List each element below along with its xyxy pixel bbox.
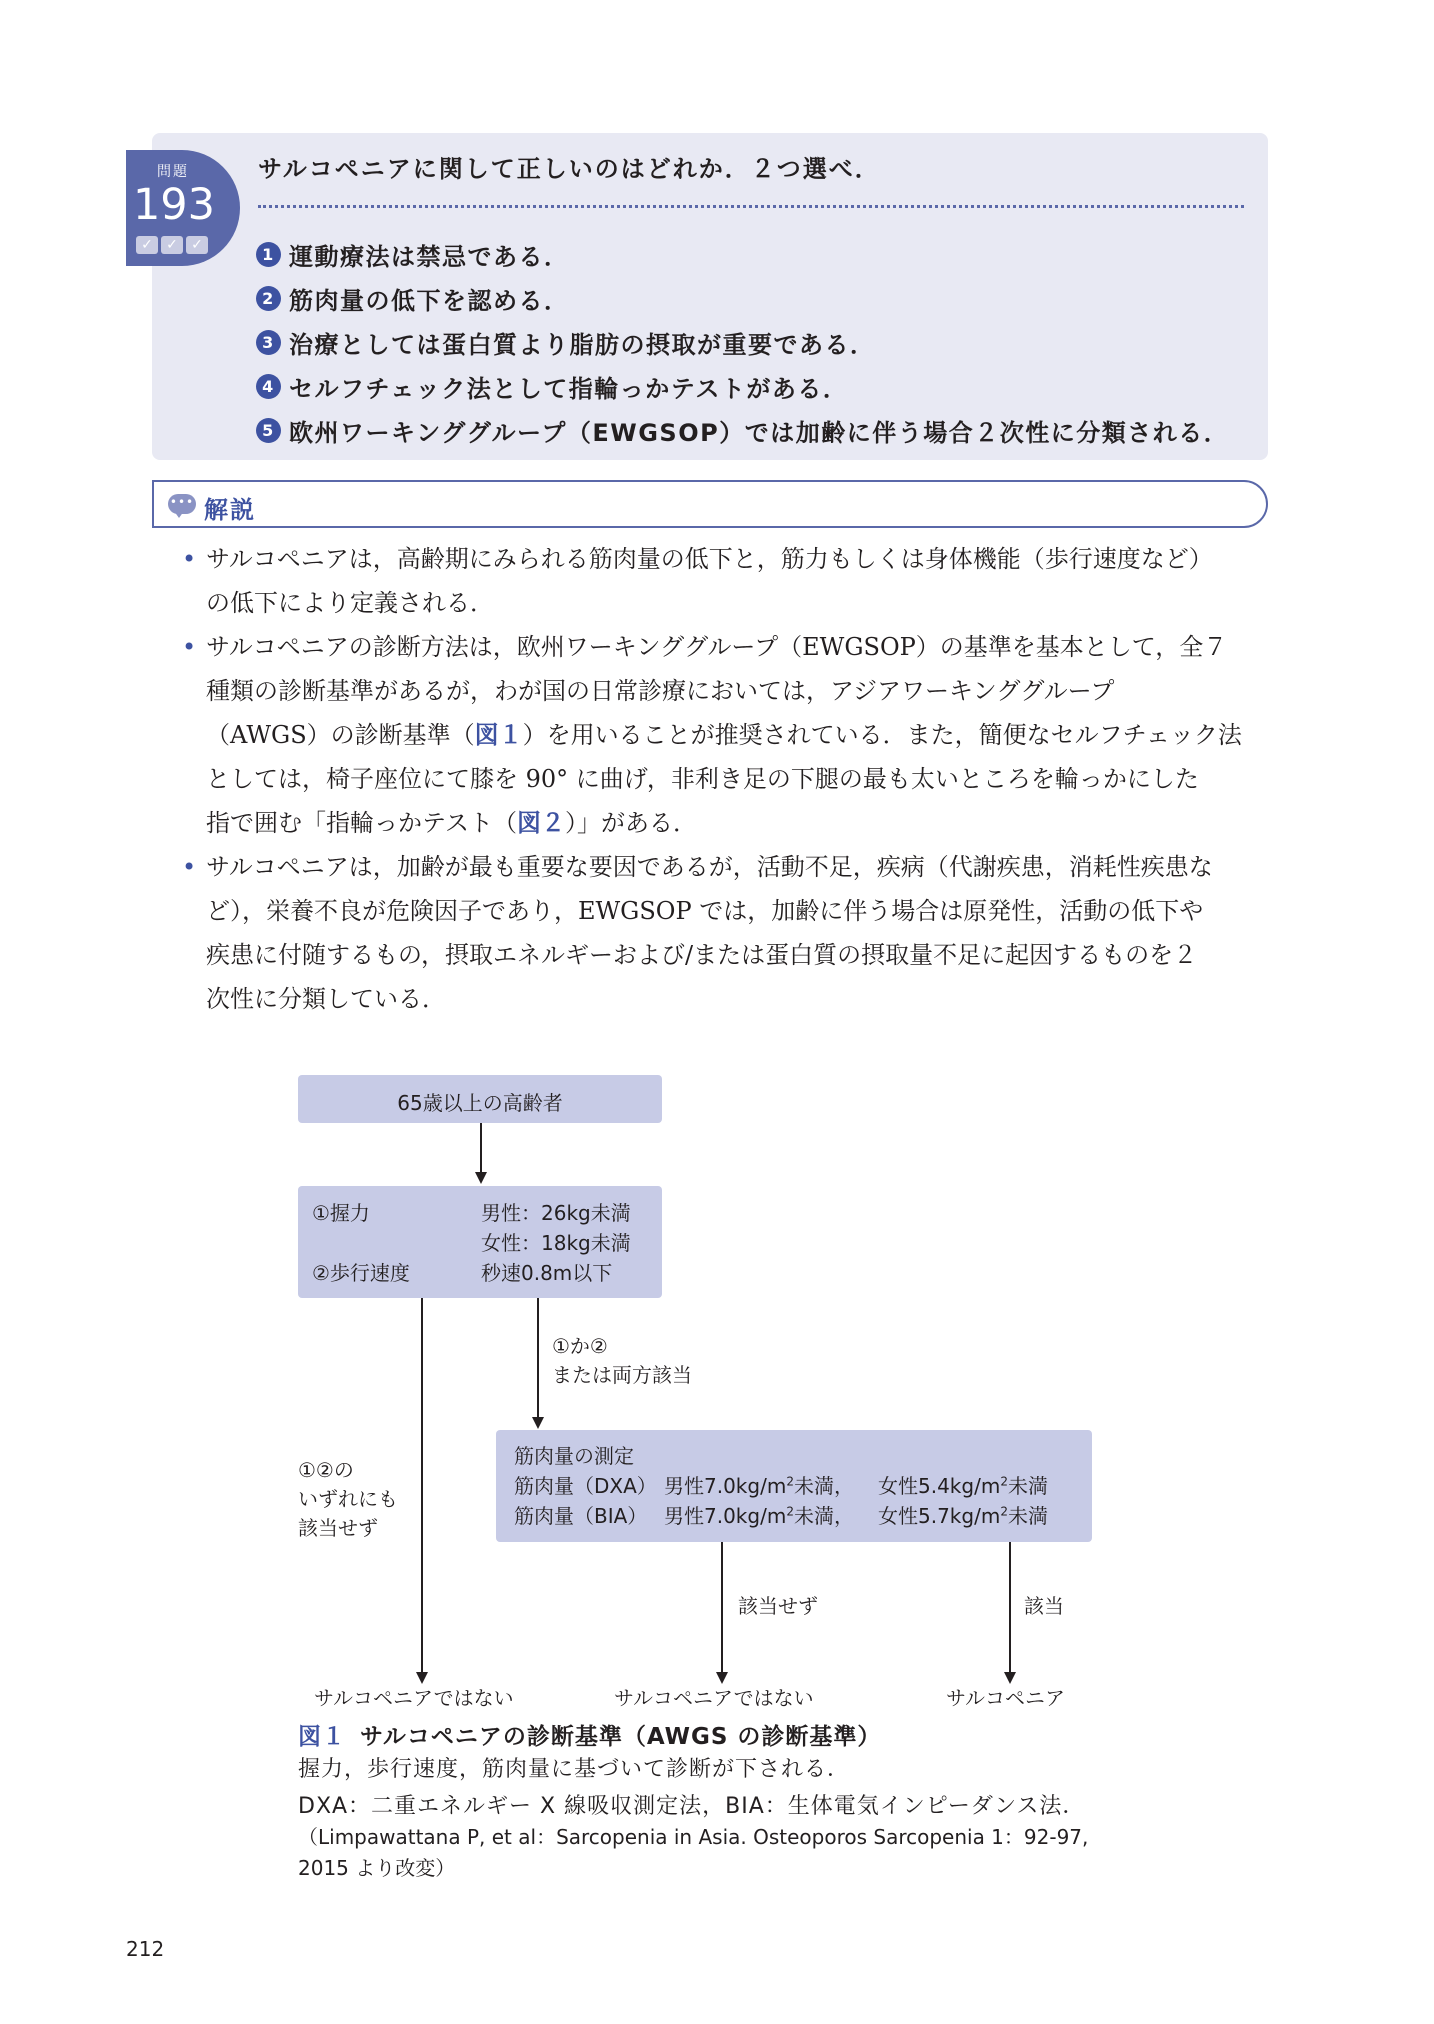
grip-female: 女性：18kg未満 — [481, 1231, 631, 1255]
arrow-head-icon — [532, 1417, 544, 1429]
arrow-line — [480, 1123, 482, 1173]
question-number: 193 — [132, 180, 216, 230]
flow-screening-box — [298, 1186, 662, 1298]
page-number: 212 — [126, 1937, 165, 1961]
text-line: ど），栄養不良が危険因子であり，EWGSOP では，加齢に伴う場合は原発性，活動の低下や — [206, 897, 1204, 925]
option-4[interactable] — [256, 364, 1229, 408]
flow-start-text: 65歳以上の高齢者 — [397, 1091, 563, 1115]
explanation-paragraph-1 — [178, 537, 1268, 625]
figure-title: サルコペニアの診断基準（AWGS の診断基準） — [360, 1724, 882, 1750]
text-line: 次性に分類している． — [206, 985, 446, 1013]
either-label-2: または両方該当 — [552, 1363, 692, 1387]
arrow-head-icon — [416, 1672, 428, 1684]
option-text: 治療としては蛋白質より脂肪の摂取が重要である． — [289, 330, 876, 359]
option-5[interactable] — [256, 408, 1229, 452]
result-not-sarcopenia-2: サルコペニアではない — [614, 1686, 814, 1710]
text-line: 疾患に付随するもの，摂取エネルギーおよび/または蛋白質の摂取量不足に起因するものを２ — [206, 941, 1198, 969]
option-number-icon: 3 — [256, 330, 281, 355]
dxa-label: 筋肉量（DXA） — [514, 1474, 657, 1498]
option-text: 筋肉量の低下を認める． — [289, 286, 570, 315]
bullet-icon: • — [182, 853, 197, 881]
text-line: 種類の診断基準があるが，わが国の日常診療においては，アジアワーキンググループ — [206, 677, 1115, 705]
explanation-heading: 解説 — [204, 496, 256, 524]
arrow-head-icon — [1004, 1672, 1016, 1684]
figure-1-link[interactable]: 図１ — [474, 721, 523, 749]
explanation-body — [178, 537, 1268, 1021]
option-text: 運動療法は禁忌である． — [289, 242, 570, 271]
text-line: サルコペニアは，加齢が最も重要な要因であるが，活動不足，疾病（代謝疾患，消耗性疾患な — [206, 853, 1213, 881]
review-checkboxes — [136, 236, 208, 254]
caption-line-1: 握力，歩行速度，筋肉量に基づいて診断が下される． — [298, 1757, 851, 1782]
dotted-divider — [258, 205, 1244, 208]
option-text: セルフチェック法として指輪っかテストがある． — [289, 374, 849, 403]
question-label: 問題 — [157, 164, 189, 180]
neither-label-3: 該当せず — [298, 1516, 378, 1540]
option-number-icon: 1 — [256, 242, 281, 267]
bullet-icon: • — [182, 545, 197, 573]
text-line: （AWGS）の診断基準（図１）を用いることが推奨されている．また，簡便なセルフチェック法 — [206, 721, 1242, 749]
dxa-female: 女性$5.4kg/m^2$未満 — [878, 1474, 1048, 1498]
not-applicable-label: 該当せず — [738, 1594, 818, 1618]
arrow-line — [421, 1298, 423, 1673]
result-not-sarcopenia-1: サルコペニアではない — [314, 1686, 514, 1710]
figure-number: 図１ — [298, 1724, 346, 1750]
speech-bubble-icon: ••• — [168, 494, 196, 514]
check-icon[interactable]: ✓ — [186, 236, 208, 254]
option-number-icon: 2 — [256, 286, 281, 311]
either-label-1: ①か② — [552, 1334, 608, 1358]
bia-label: 筋肉量（BIA） — [514, 1504, 648, 1528]
bullet-icon: • — [182, 633, 197, 661]
gait-label: ②歩行速度 — [312, 1261, 410, 1285]
arrow-line — [1009, 1542, 1011, 1673]
option-3[interactable] — [256, 320, 1229, 364]
grip-male: 男性：26kg未満 — [481, 1201, 631, 1225]
arrow-line — [537, 1298, 539, 1418]
bia-female: 女性$5.7kg/m^2$未満 — [878, 1504, 1048, 1528]
explanation-header — [152, 480, 1268, 528]
text-line: の低下により定義される． — [206, 589, 494, 617]
question-number-badge — [126, 150, 240, 266]
result-sarcopenia: サルコペニア — [946, 1686, 1065, 1710]
neither-label-1: ①②の — [298, 1458, 354, 1482]
option-1[interactable] — [256, 232, 1229, 276]
text-line: サルコペニアは，高齢期にみられる筋肉量の低下と，筋力もしくは身体機能（歩行速度など） — [206, 545, 1213, 573]
muscle-title: 筋肉量の測定 — [514, 1444, 634, 1468]
figure-2-link[interactable]: 図２ — [517, 809, 566, 837]
text-line: としては，椅子座位にて膝を 90° に曲げ，非利き足の下腿の最も太いところを輪っかにした — [206, 765, 1199, 793]
speech-bubble-tail — [174, 511, 184, 518]
applicable-label: 該当 — [1024, 1594, 1064, 1618]
answer-options — [256, 232, 1229, 452]
flow-muscle-box — [496, 1430, 1092, 1542]
dxa-male: 男性$7.0kg/m^2$未満， — [664, 1474, 854, 1498]
text-line: サルコペニアの診断方法は，欧州ワーキンググループ（EWGSOP）の基準を基本として，全７ — [206, 633, 1228, 661]
arrow-head-icon — [475, 1172, 487, 1184]
arrow-line — [721, 1542, 723, 1673]
gait-value: 秒速0.8m以下 — [481, 1261, 613, 1285]
flow-start-box — [298, 1075, 662, 1123]
check-icon[interactable]: ✓ — [161, 236, 183, 254]
caption-line-2: DXA：二重エネルギー X 線吸収測定法，BIA：生体電気インピーダンス法． — [298, 1794, 1086, 1819]
bia-male: 男性$7.0kg/m^2$未満， — [664, 1504, 854, 1528]
arrow-head-icon — [716, 1672, 728, 1684]
option-number-icon: 5 — [256, 418, 281, 443]
explanation-paragraph-2 — [178, 625, 1268, 845]
text-line: 指で囲む「指輪っかテスト（図２）」がある． — [206, 809, 698, 837]
option-number-icon: 4 — [256, 374, 281, 399]
explanation-paragraph-3 — [178, 845, 1268, 1021]
neither-label-2: いずれにも — [298, 1487, 398, 1511]
question-title: サルコペニアに関して正しいのはどれか．２つ選べ． — [258, 155, 881, 183]
figure-caption-title — [298, 1718, 881, 1751]
option-text: 欧州ワーキンググループ（EWGSOP）では加齢に伴う場合２次性に分類される． — [289, 418, 1230, 447]
caption-reference: （Limpawattana P, et al：Sarcopenia in Asia. Osteoporos Sarcopenia 1：92-97, 2015 より改変） — [298, 1825, 1089, 1880]
grip-label: ①握力 — [312, 1201, 370, 1225]
option-2[interactable] — [256, 276, 1229, 320]
check-icon[interactable]: ✓ — [136, 236, 158, 254]
